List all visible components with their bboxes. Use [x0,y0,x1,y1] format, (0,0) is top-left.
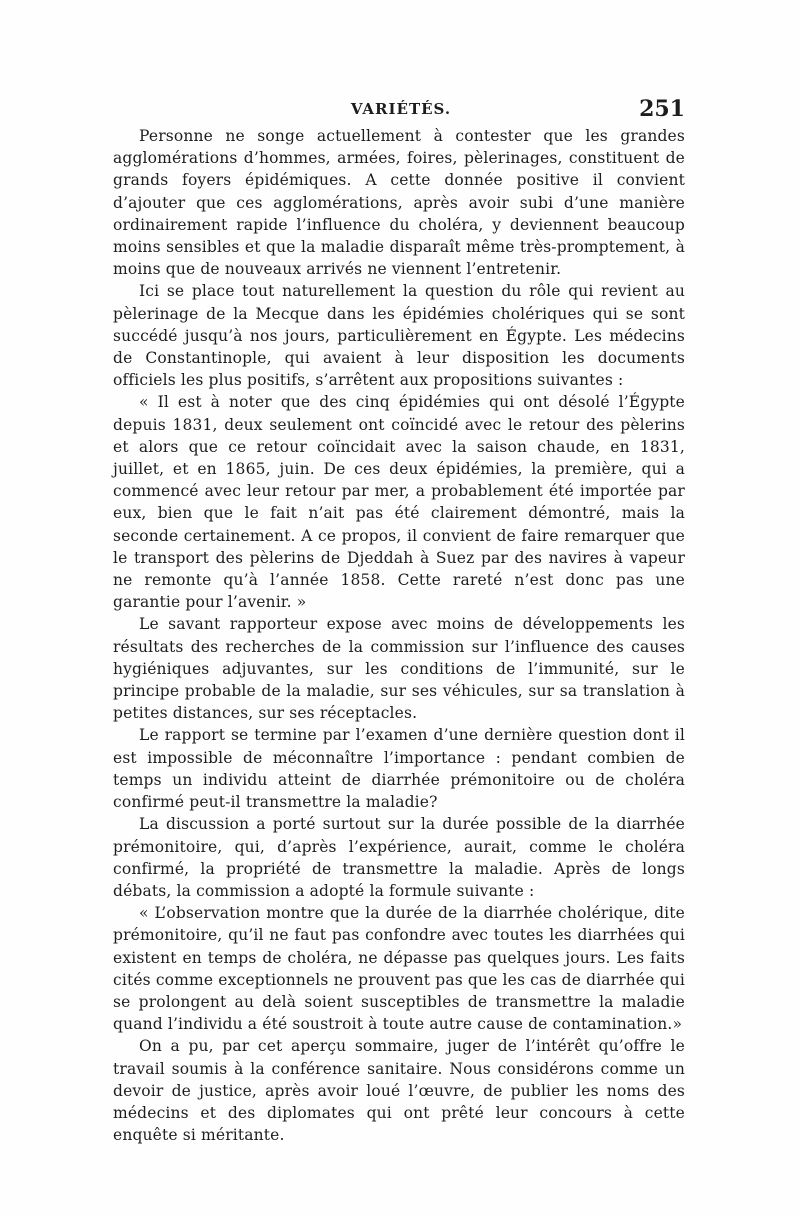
body-text [113,125,685,1146]
paragraph: On a pu, par cet aperçu sommaire, juger de l’intérêt qu’offre le travail soumis à la conférence sanitaire. Nous considérons comme un devoir de justice, après avoir loué l’œuvre, de publier les noms des médecins et des diplomates qui ont prêté leur concours à cette enquête si méritante. [113,1037,685,1145]
page-header [115,96,683,122]
paragraph: La discussion a porté surtout sur la durée possible de la diarrhée prémonitoire, qui, d’après l’expérience, aurait, comme le choléra confirmé, la propriété de transmettre la maladie. Après de longs débats, la commission a adopté la formule suivante : [113,815,685,900]
paragraph: Personne ne songe actuellement à contester que les grandes agglomérations d’hommes, armées, foires, pèlerinages, constituent de grands foyers épidémiques. A cette donnée positive il convient d’ajouter que ces agglomérations, après avoir subi d’une manière ordinairement rapide l’influence du choléra, y deviennent beaucoup moins sensibles et que la maladie disparaît même très-promptement, à moins que de nouveaux arrivés ne viennent l’entretenir. [113,127,685,279]
running-head: VARIÉTÉS. [350,100,452,118]
quoted-paragraph: « L’observation montre que la durée de la diarrhée cholérique, dite prémonitoire, qu’il ne faut pas confondre avec toutes les diarrhées qui existent en temps de choléra, ne dépasse pas quelques jours. Les faits cités comme exceptionnels ne prouvent pas que les cas de diarrhée qui se prolongent au delà soient susceptibles de transmettre la maladie quand l’individu a été soustroit à toute autre cause de contamination.» [113,904,685,1034]
paragraph: Le savant rapporteur expose avec moins de développements les résultats des recherches de la commission sur l’influence des causes hygiéniques adjuvantes, sur les conditions de l’immunité, sur le principe probable de la maladie, sur ses véhicules, sur sa translation à petites distances, sur ses réceptacles. [113,615,685,723]
quoted-paragraph: « Il est à noter que des cinq épidémies qui ont désolé l’Égypte depuis 1831, deux seulement ont coïncidé avec le retour des pèlerins et alors que ce retour coïncidait avec la saison chaude, en 1831, juillet, et en 1865, juin. De ces deux épidémies, la première, qui a commencé avec leur retour par mer, a probablement été importée par eux, bien que le fait n’ait pas été clairement démontré, mais la seconde certainement. A ce propos, il convient de faire remarquer que le transport des pèlerins de Djeddah à Suez par des navires à vapeur ne remonte qu’à l’année 1858. Cette rareté n’est donc pas une garantie pour l’avenir. » [113,393,685,612]
paragraph: Le rapport se termine par l’examen d’une dernière question dont il est impossible de méconnaître l’importance : pendant combien de temps un individu atteint de diarrhée prémonitoire ou de choléra confirmé peut-il transmettre la maladie? [113,726,685,812]
paragraph: Ici se place tout naturellement la question du rôle qui revient au pèlerinage de la Mecque dans les épidémies cholériques qui se sont succédé jusqu’à nos jours, particulièrement en Égypte. Les médecins de Constantinople, qui avaient à leur disposition les documents officiels les plus positifs, s’arrêtent aux propositions suivantes : [113,282,685,390]
page-number: 251 [639,96,685,122]
